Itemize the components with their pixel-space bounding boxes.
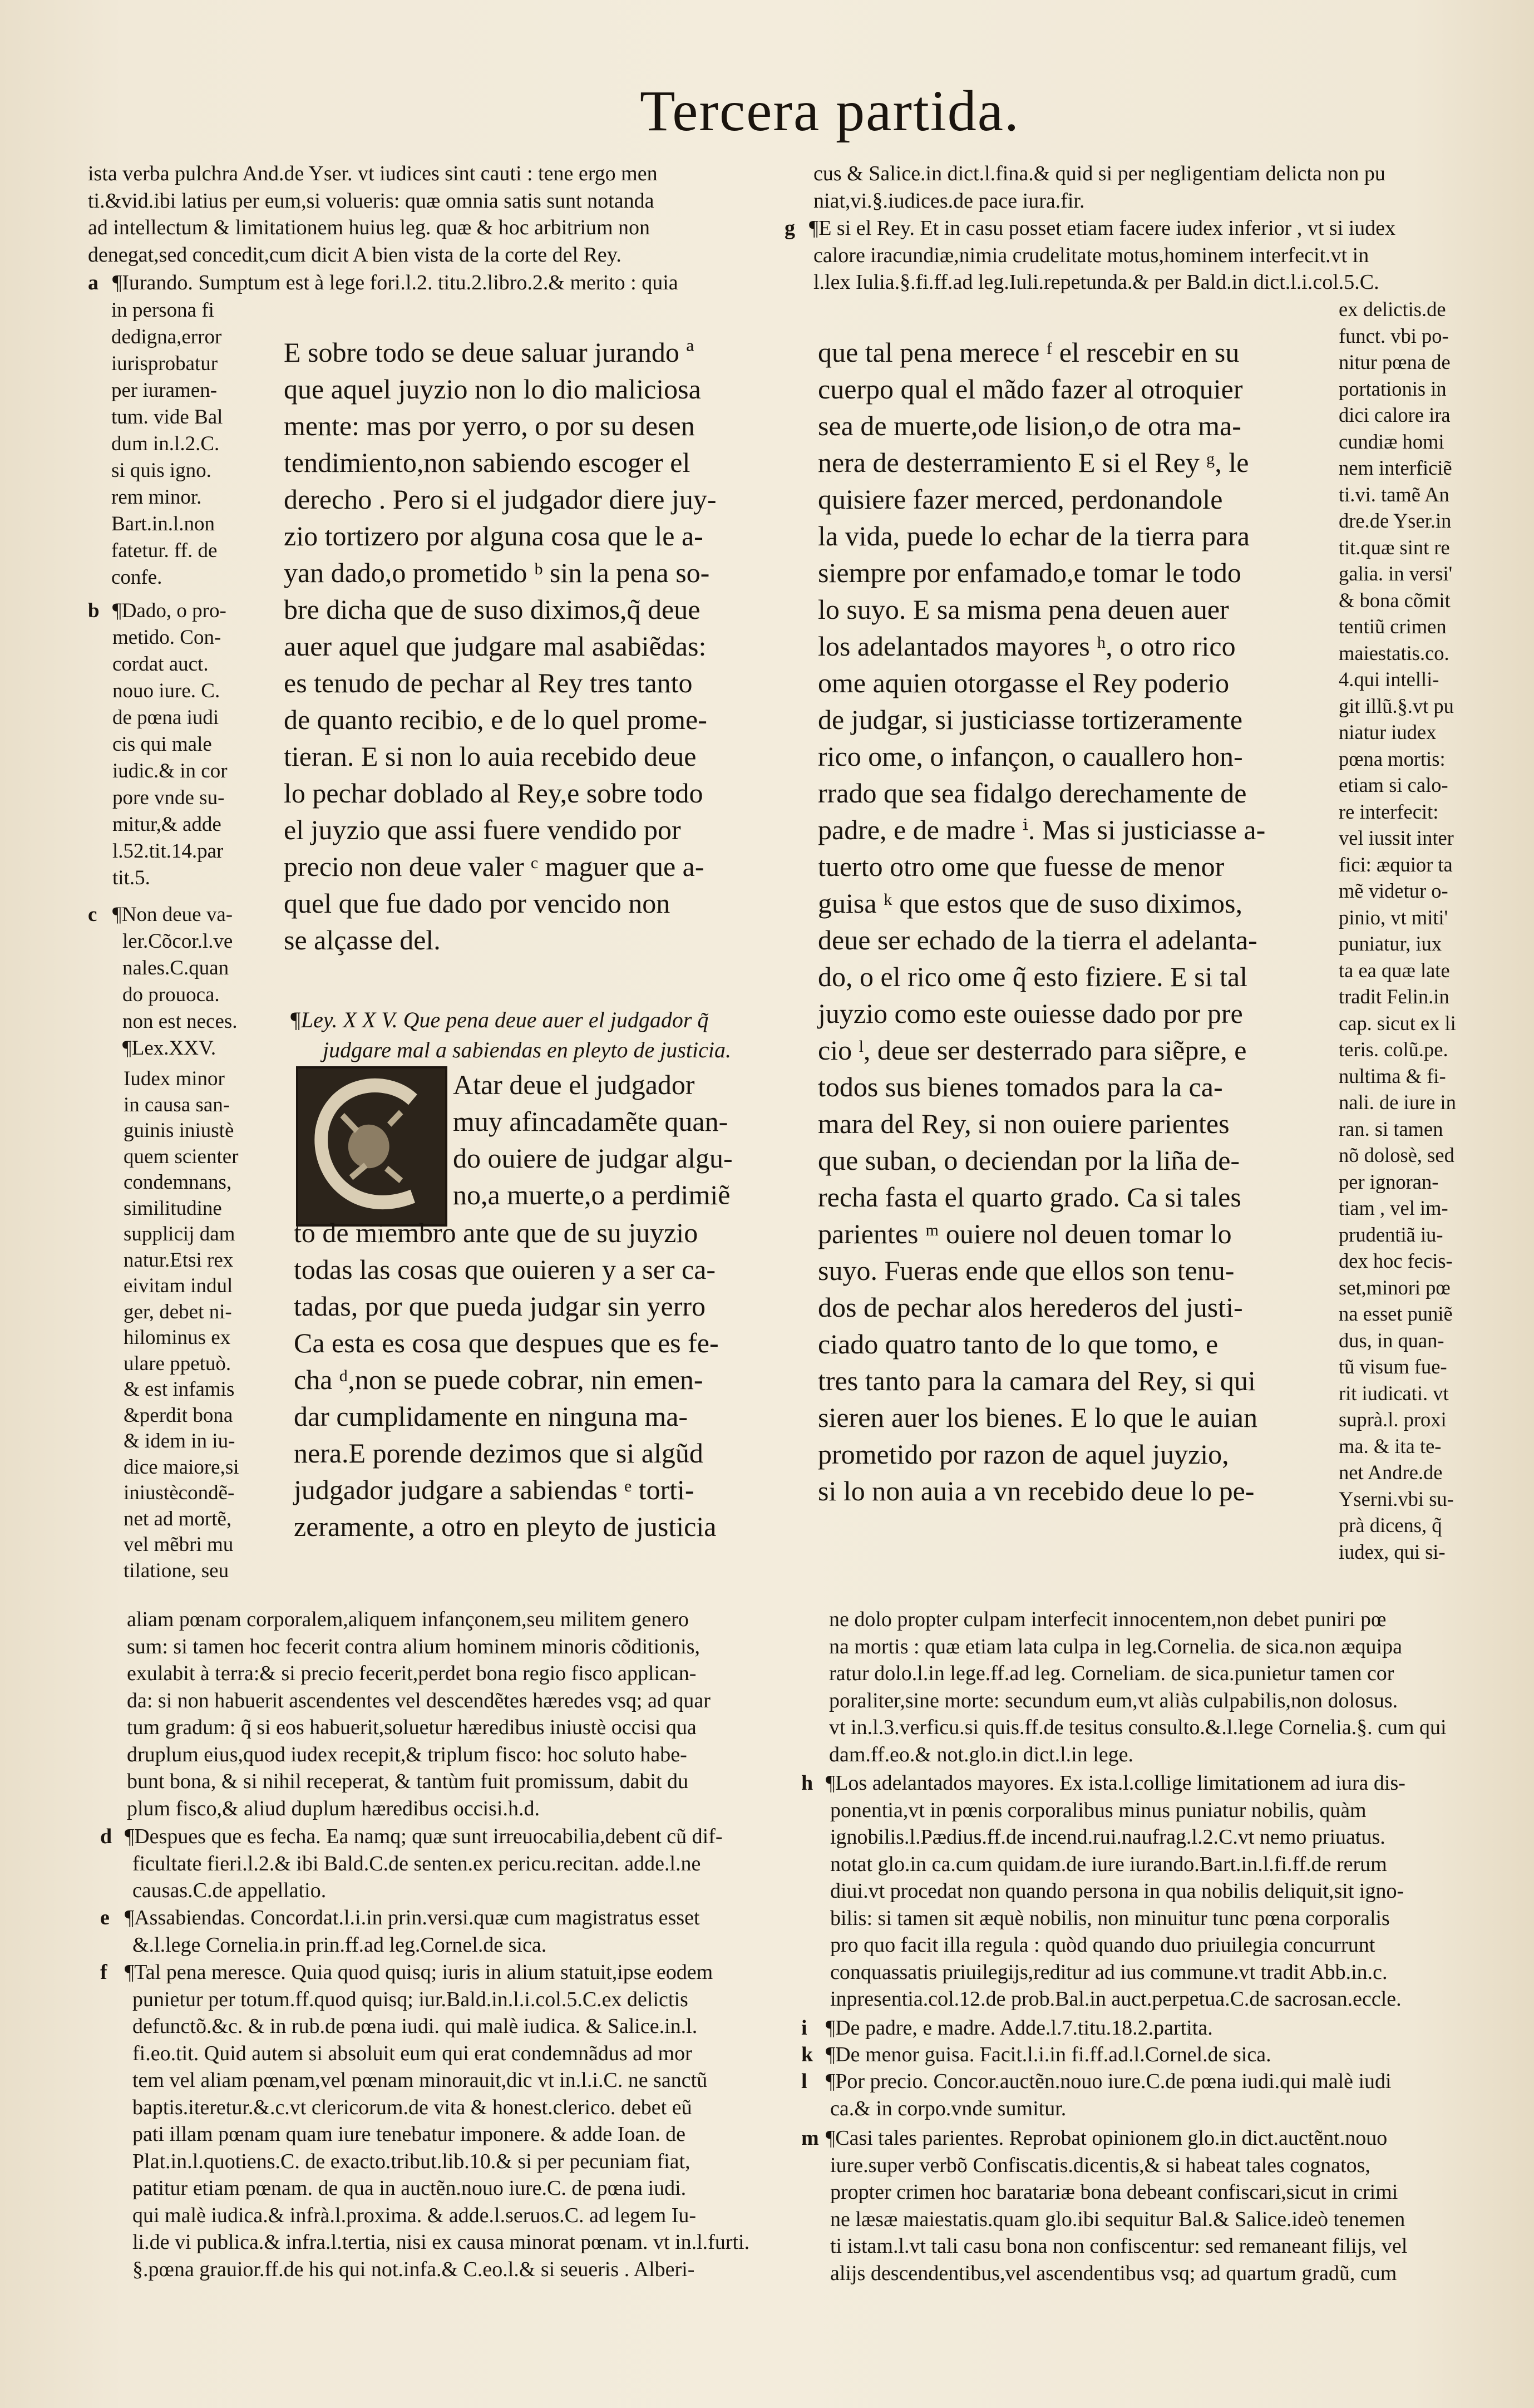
gloss-note-g	[785, 215, 1474, 296]
margin-line: dre.de Yser.in	[1339, 509, 1452, 532]
law-line: guisa ᵏ que estos que de suso diximos,	[818, 888, 1242, 919]
note-marker: f	[100, 1961, 107, 1984]
margin-line: pinio, vt miti'	[1339, 905, 1448, 929]
margin-line: niatur iudex	[1339, 721, 1437, 743]
law-text-right	[818, 334, 1319, 1509]
law-line: lo pechar doblado al Rey,e sobre todo	[284, 777, 703, 809]
gloss-line: i ¶De padre, e madre. Adde.l.7.titu.18.2.partita.	[801, 2015, 1486, 2042]
margin-line: hilominus ex	[124, 1326, 231, 1349]
gloss-line: sum: si tamen hoc fecerit contra alium hominem minoris cõditionis,	[127, 1634, 701, 1658]
law-line: zio tortizero por alguna cosa que le a-	[284, 520, 703, 551]
margin-line: Iudex minor	[124, 1067, 225, 1090]
margin-line: git illũ.§.vt pu	[1339, 694, 1454, 717]
margin-line: confe.	[111, 566, 162, 589]
law-line: ciado quatro tanto de lo que tomo, e	[818, 1328, 1219, 1360]
gloss-line: ne dolo propter culpam interfecit innocentem,non debet puniri pœ	[829, 1608, 1387, 1631]
margin-line: net Andre.de	[1339, 1461, 1443, 1484]
note-marker: e	[100, 1906, 110, 1929]
law-line: yan dado,o prometido ᵇ sin la pena so-	[284, 557, 710, 588]
law-line: mara del Rey, si non ouiere parientes	[818, 1108, 1230, 1139]
margin-line: cis qui male	[112, 733, 212, 756]
gloss-line: qui malè iudica.& infrà.l.proxima. & adde.l.seruos.C. ad legem Iu-	[132, 2203, 697, 2227]
margin-line: in causa san-	[124, 1093, 230, 1116]
gloss-note-l	[801, 2068, 1486, 2122]
note-marker: k	[801, 2043, 813, 2066]
law-text-left-2	[294, 1214, 783, 1545]
gloss-note-h	[801, 1770, 1486, 2013]
law-line: cio ˡ, deue ser desterrado para siẽpre, e	[818, 1035, 1247, 1066]
margin-line: pœna mortis:	[1339, 747, 1446, 770]
law-line: to de miembro ante que de su juyzio	[294, 1217, 698, 1248]
margin-left-b	[88, 598, 266, 892]
gloss-line: exulabit à terra:& si precio fecerit,perdet bona regio fisco applican-	[127, 1662, 697, 1685]
law-line: de quanto recibio, e de lo quel prome-	[284, 704, 707, 735]
law-line: nera de desterramiento E si el Rey ᵍ, le	[818, 447, 1249, 478]
margin-line: non est neces.	[122, 1010, 238, 1033]
gloss-note-e	[100, 1904, 783, 1958]
law-line: padre, e de madre ⁱ. Mas si justiciasse a-	[818, 814, 1266, 845]
note-marker: a	[88, 271, 98, 294]
gloss-line: inpresentia.col.12.de prob.Bal.in auct.perpetua.C.de sacrosan.eccle.	[830, 1987, 1402, 2011]
gloss-note-a	[88, 269, 778, 297]
margin-line: puniatur, iux	[1339, 932, 1442, 955]
law-line: que aquel juyzio non lo dio maliciosa	[284, 373, 701, 405]
law-line: tadas, por que pueda judgar sin yerro	[294, 1291, 706, 1322]
margin-line: dum in.l.2.C.	[111, 432, 220, 455]
margin-line: c ¶Non deue va-	[88, 902, 266, 928]
law-line: todos sus bienes tomados para la ca-	[818, 1071, 1223, 1102]
law-line: muy afincadamẽte quan-	[453, 1106, 728, 1137]
law-line: sea de muerte,ode lision,o de otra ma-	[818, 410, 1241, 441]
gloss-note-i	[801, 2015, 1486, 2042]
gloss-line: f ¶Tal pena meresce. Quia quod quisq; iuris in alium statuit,ipse eodem	[100, 1959, 783, 1986]
note-marker: l	[801, 2070, 807, 2093]
margin-line: b ¶Dado, o pro-	[88, 598, 266, 624]
gloss-line: cus & Salice.in dict.l.fina.& quid si per negligentiam delicta non pu	[813, 162, 1385, 185]
margin-line: re interfecit:	[1339, 800, 1439, 823]
gloss-line: propter crimen hoc baratariæ bona debeant confiscari,sicut in crimi	[830, 2180, 1398, 2204]
law-line: bre dicha que de suso diximos,q̃ deue	[284, 594, 701, 625]
margin-line: maiestatis.co.	[1339, 641, 1449, 664]
law-line: do, o el rico ome q̃ esto fiziere. E si tal	[818, 961, 1247, 992]
gloss-line: pro quo facit illa regula : quòd quando duo priuilegia concurrunt	[830, 1933, 1375, 1957]
law-line: nera.E porende dezimos que si algũd	[294, 1437, 703, 1469]
gloss-line: bilis: si tamen sit æquè nobilis, non minuitur tunc pœna corporalis	[830, 1906, 1390, 1930]
gloss-line: §.pœna grauior.ff.de his qui not.infa.& C.eo.l.& si seueris . Alberi-	[132, 2257, 695, 2281]
margin-line: nouo iure. C.	[112, 679, 220, 702]
note-marker: c	[88, 903, 97, 926]
gloss-line: l.lex Iulia.§.fi.ff.ad leg.Iuli.repetunda.& per Bald.in dict.l.i.col.5.C.	[813, 270, 1379, 294]
margin-line: tit.quæ sint re	[1339, 535, 1450, 559]
margin-left-a	[111, 297, 262, 591]
margin-line: & bona cõmit	[1339, 588, 1451, 612]
gloss-line: notat glo.in ca.cum quidam.de iure iurando.Bart.in.l.fi.ff.de rerum	[830, 1852, 1387, 1876]
law-line: tieran. E si non lo auia recebido deue	[284, 741, 697, 772]
margin-line: na esset puniẽ	[1339, 1302, 1453, 1325]
gloss-line: g ¶E si el Rey. Et in casu posset etiam facere iudex inferior , vt si iudex	[785, 215, 1474, 242]
margin-line: de pœna iudi	[112, 706, 219, 729]
law-line: de judgar, si justiciasse tortizeramente	[818, 704, 1243, 735]
margin-line: ma. & ita te-	[1339, 1434, 1442, 1457]
gloss-line: baptis.iteretur.&.c.vt clericorum.de vita & honest.clerico. debet eũ	[132, 2095, 692, 2119]
margin-line: quem scienter	[124, 1145, 239, 1168]
law-line: precio non deue valer ᶜ maguer que a-	[284, 851, 704, 882]
margin-line: iudex, qui si-	[1339, 1540, 1446, 1563]
gloss-line	[88, 269, 778, 297]
margin-line: Bart.in.l.non	[111, 513, 215, 535]
gloss-line: li.de vi publica.& infra.l.tertia, nisi ex causa minorat pœnam. vt in.l.furti.	[132, 2230, 750, 2254]
gloss-line: ponentia,vt in pœnis corporalibus minus puniatur nobilis, quàm	[830, 1798, 1367, 1822]
margin-line: cap. sicut ex li	[1339, 1011, 1456, 1035]
law-line: es tenudo de pechar al Rey tres tanto	[284, 667, 693, 698]
margin-line: cundiæ homi	[1339, 430, 1444, 453]
margin-line: prà dicens, q̃	[1339, 1514, 1442, 1537]
margin-line: prudentiã iu-	[1339, 1223, 1443, 1246]
law-line: rrado que sea fidalgo derechamente de	[818, 777, 1247, 809]
law-line: todas las cosas que ouieren y a ser ca-	[294, 1254, 716, 1285]
margin-line: tũ visum fue-	[1339, 1355, 1447, 1378]
law-line: parientes ᵐ ouiere nol deuen tomar lo	[818, 1218, 1232, 1249]
margin-line: & est infamis	[124, 1378, 235, 1401]
gloss-line: Plat.in.l.quotiens.C. de exacto.tribut.lib.10.& si per pecuniam fiat,	[132, 2149, 690, 2173]
margin-line: iniustècondẽ-	[124, 1481, 235, 1504]
note-marker: m	[801, 2126, 819, 2150]
margin-line: pore vnde su-	[112, 786, 225, 809]
margin-line: iurisprobatur	[111, 352, 218, 375]
margin-line: in persona fi	[111, 299, 214, 322]
ornament-icon	[298, 1068, 445, 1224]
gloss-line: diui.vt procedat non quando persona in qua nobilis deliquit,sit igno-	[830, 1879, 1404, 1903]
law-line: juyzio como este ouiesse dado por pre	[818, 998, 1243, 1029]
law-line: auer aquel que judgare mal asabiẽdas:	[284, 631, 707, 662]
margin-line: etiam si calo-	[1339, 774, 1448, 796]
gloss-line: dam.ff.eo.& not.glo.in dict.l.in lege.	[829, 1742, 1134, 1766]
margin-line: tentiũ crimen	[1339, 615, 1447, 638]
margin-line: dici calore ira	[1339, 403, 1451, 426]
margin-line: ¶Lex.XXV.	[122, 1037, 216, 1060]
margin-line: metido. Con-	[112, 626, 221, 649]
law-line: quel que fue dado por vencido non	[284, 888, 670, 919]
margin-line: dice maiore,si	[124, 1455, 239, 1479]
margin-line: rem minor.	[111, 486, 202, 509]
law-line: la vida, puede lo echar de la tierra para	[818, 520, 1250, 551]
law-line: dar cumplidamente en ninguna ma-	[294, 1401, 688, 1432]
gloss-bottom-left	[127, 1606, 783, 1822]
gloss-note-k	[801, 2041, 1486, 2069]
margin-line: mẽ videtur o-	[1339, 879, 1448, 902]
law-line: deue ser echado de la tierra el adelanta-	[818, 924, 1257, 956]
margin-line: ta ea quæ late	[1339, 958, 1450, 982]
margin-line: ler.Cõcor.l.ve	[122, 930, 233, 953]
law-line: dos de pechar alos herederos del justi-	[818, 1292, 1243, 1323]
margin-line: ulare ppetuò.	[124, 1352, 231, 1375]
margin-line: dedigna,error	[111, 326, 222, 348]
gloss-line: patitur etiam pœnam. de qua in auctẽn.nouo iure.C. de pœna iudi.	[132, 2176, 687, 2200]
law-line: zeramente, a otro en pleyto de justicia	[294, 1511, 717, 1542]
gloss-line: defunctõ.&c. & in rub.de pœna iudi. qui malè iudica. & Salice.in.l.	[132, 2015, 698, 2038]
margin-line: set,minori pœ	[1339, 1276, 1451, 1299]
margin-left-c	[88, 902, 266, 1062]
margin-line: vel mẽbri mu	[124, 1533, 234, 1556]
law-line: no,a muerte,o a perdimiẽ	[453, 1179, 731, 1210]
gloss-line: iure.super verbõ Confiscatis.dicentis,& si habeat tales cognatos,	[830, 2153, 1370, 2177]
law-text-left	[284, 334, 773, 958]
gloss-line: na mortis : quæ etiam lata culpa in leg.Cornelia. de sica.non æquipa	[829, 1634, 1402, 1658]
margin-line: tilatione, seu	[124, 1559, 229, 1582]
gloss-line: ista verba pulchra And.de Yser. vt iudices sint cauti : tene ergo men	[88, 162, 658, 185]
margin-line: net ad mortẽ,	[124, 1507, 232, 1530]
decorated-initial-c	[296, 1066, 447, 1227]
margin-line: dus, in quan-	[1339, 1328, 1444, 1352]
gloss-text: ¶Iurando. Sumptum est à lege fori.l.2. titu.2.libro.2.& merito : quia	[112, 271, 678, 294]
law-line: cha ᵈ,non se puede cobrar, nin emen-	[294, 1364, 703, 1395]
note-marker: i	[801, 2016, 807, 2040]
margin-line: iudic.& in cor	[112, 760, 228, 782]
margin-line: do prouoca.	[122, 983, 220, 1006]
gloss-line: ca.& in corpo.vnde sumitur.	[830, 2096, 1067, 2120]
gloss-note-m	[801, 2125, 1486, 2287]
law-line: tuerto otro ome que fuesse de menor	[818, 851, 1225, 882]
margin-line: natur.Etsi rex	[124, 1248, 234, 1272]
law-line: siempre por enfamado,e tomar le todo	[818, 557, 1241, 588]
gloss-line: ti.&vid.ibi latius per eum,si volueris: quæ omnia satis sunt notanda	[88, 189, 654, 213]
gloss-line: alijs descendentibus,vel ascendentibus vsq; ad quartum gradũ, cum	[830, 2261, 1397, 2285]
gloss-line: e ¶Assabiendas. Concordat.l.i.in prin.versi.quæ cum magistratus esset	[100, 1904, 783, 1932]
gloss-line: d ¶Despues que es fecha. Ea namq; quæ sunt irreuocabilia,debent cũ dif-	[100, 1823, 783, 1850]
gloss-line: aliam pœnam corporalem,aliquem infançonem,seu militem genero	[127, 1608, 689, 1631]
margin-line: nõ dolosè, sed	[1339, 1144, 1454, 1166]
law-line: do ouiere de judgar algu-	[453, 1143, 733, 1174]
gloss-line: druplum eius,quod iudex recepit,& triplum fisco: hoc soluto habe-	[127, 1742, 687, 1766]
margin-line: si quis igno.	[111, 459, 211, 482]
margin-line: guinis iniustè	[124, 1119, 234, 1142]
gloss-line: pati illam pœnam quam iure tenebatur imponere. & adde Ioan. de	[132, 2123, 685, 2146]
law-line: E sobre todo se deue saluar jurando ª	[284, 337, 694, 368]
law-line: recha fasta el quarto grado. Ca si tales	[818, 1181, 1241, 1213]
gloss-line: tum gradum: q̃ si eos habuerit,soluetur hæredibus iniustè occisi qua	[127, 1716, 697, 1739]
gloss-line: ratur dolo.l.in lege.ff.ad leg. Corneliam. de sica.punietur tamen cor	[829, 1662, 1394, 1685]
gloss-line: l ¶Por precio. Concor.auctẽn.nouo iure.C.de pœna iudi.qui malè iudi	[801, 2068, 1486, 2095]
margin-line: teris. colũ.pe.	[1339, 1038, 1448, 1061]
law-line: los adelantados mayores ʰ, o otro rico	[818, 631, 1236, 662]
gloss-top-left	[88, 160, 778, 268]
law-line: prometido por razon de aquel juyzio,	[818, 1439, 1229, 1470]
margin-line: Yserni.vbi su-	[1339, 1487, 1454, 1510]
margin-line: suprà.l. proxi	[1339, 1408, 1447, 1431]
margin-line: portationis in	[1339, 377, 1447, 400]
gloss-line: plum fisco,& aliud duplum hæredibus occisi.h.d.	[127, 1796, 540, 1820]
gloss-line: ti istam.l.vt tali casu bona non confiscentur: sed remaneant filijs, vel	[830, 2234, 1408, 2258]
margin-left-lex	[124, 1066, 274, 1584]
gloss-line: ficultate fieri.l.2.& ibi Bald.C.de senten.ex pericu.recitan. adde.l.ne	[132, 1851, 701, 1875]
margin-line: similitudine	[124, 1196, 222, 1220]
law-line: suyo. Fueras ende que ellos son tenu-	[818, 1255, 1235, 1286]
margin-line: ti.vi. tamẽ An	[1339, 482, 1449, 506]
margin-line: nali. de iure in	[1339, 1091, 1456, 1114]
note-marker: h	[801, 1771, 813, 1795]
gloss-line: ad intellectum & limitationem huius leg. quæ & hoc arbitrium non	[88, 216, 650, 239]
gloss-line: bunt bona, & si nihil receperat, & tantùm fuit promissum, dabit du	[127, 1770, 688, 1793]
law-line: derecho . Pero si el judgador diere juy-	[284, 484, 717, 515]
gloss-line: denegat,sed concedit,cum dicit A bien vista de la corte del Rey.	[88, 243, 622, 267]
law-line: mente: mas por yerro, o por su desen	[284, 410, 695, 441]
margin-line: ger, debet ni-	[124, 1300, 232, 1323]
margin-line: fici: æquior ta	[1339, 853, 1453, 876]
gloss-line: k ¶De menor guisa. Facit.l.i.in fi.ff.ad.l.Cornel.de sica.	[801, 2041, 1486, 2069]
gloss-line: &.l.lege Cornelia.in prin.ff.ad leg.Cornel.de sica.	[132, 1933, 547, 1957]
margin-line: per ignoran-	[1339, 1170, 1439, 1193]
margin-line: & idem in iu-	[124, 1430, 235, 1452]
margin-line: mitur,& adde	[112, 813, 221, 836]
note-marker: g	[785, 216, 795, 240]
law-line: que suban, o deciendan por la liña de-	[818, 1145, 1240, 1176]
margin-line: tum. vide Bal	[111, 406, 223, 429]
law-line: Ca esta es cosa que despues que es fe-	[294, 1327, 719, 1358]
initial-text	[453, 1066, 733, 1213]
margin-line: ex delictis.de	[1339, 298, 1446, 321]
margin-line: nultima & fi-	[1339, 1064, 1446, 1087]
law-line: ome aquien otorgasse el Rey poderio	[818, 667, 1230, 698]
gloss-top-right	[813, 160, 1476, 214]
gloss-line: conquassatis priuilegijs,reditur ad ius commune.vt tradit Abb.in.c.	[830, 1960, 1388, 1984]
margin-line: eivitam indul	[124, 1274, 233, 1297]
margin-line: nem interficiẽ	[1339, 456, 1452, 479]
gloss-line: ne læsæ maiestatis.quam glo.ibi sequitur Bal.& Salice.ideò tenemen	[830, 2207, 1405, 2231]
gloss-line: calore iracundiæ,nimia crudelitate motus,hominem interfecit.vt in	[813, 243, 1369, 267]
margin-line: vel iussit inter	[1339, 826, 1454, 849]
margin-line: supplicij dam	[124, 1223, 235, 1245]
page-title: Tercera partida.	[640, 79, 1020, 143]
margin-line: nales.C.quan	[122, 957, 229, 979]
margin-line: condemnans,	[124, 1171, 232, 1194]
law-line: si lo non auia a vn recebido deue lo pe-	[818, 1475, 1255, 1506]
law-line: Atar deue el judgador	[453, 1069, 695, 1100]
margin-line: nitur pœna de	[1339, 351, 1451, 373]
ley-heading	[289, 1005, 779, 1065]
law-line: el juyzio que assi fuere vendido por	[284, 814, 681, 845]
law-line: tendimiento,non sabiendo escoger el	[284, 447, 690, 478]
margin-line: galia. in versi'	[1339, 562, 1453, 585]
gloss-line: causas.C.de appellatio.	[132, 1879, 327, 1902]
gloss-line: tem vel aliam pœnam,vel pœnam minorauit,dic vt in.l.i.C. ne sanctũ	[132, 2069, 708, 2092]
note-marker: b	[88, 599, 100, 622]
margin-line: cordat auct.	[112, 653, 209, 676]
margin-line: tiam , vel im-	[1339, 1196, 1448, 1219]
margin-line: tradit Felin.in	[1339, 985, 1449, 1008]
law-line: rico ome, o infançon, o cauallero hon-	[818, 741, 1243, 772]
gloss-bottom-right	[829, 1606, 1486, 1768]
law-line: judgador judgare a sabiendas ᵉ torti-	[294, 1474, 694, 1505]
margin-line: per iuramen-	[111, 379, 218, 402]
margin-line: &perdit bona	[124, 1404, 233, 1427]
gloss-line: poraliter,sine morte: secundum eum,vt aliàs culpabilis,non dolosus.	[829, 1688, 1398, 1712]
gloss-line: fi.eo.tit. Quid autem si absoluit eum qui erat condemnãdus ad mor	[132, 2041, 692, 2065]
law-line: que tal pena merece ᶠ el rescebir en su	[818, 337, 1240, 368]
gloss-line: h ¶Los adelantados mayores. Ex ista.l.collige limitationem ad iura dis-	[801, 1770, 1486, 1797]
margin-line: ran. si tamen	[1339, 1117, 1443, 1140]
margin-line: 4.qui intelli-	[1339, 668, 1439, 691]
margin-line: funct. vbi po-	[1339, 324, 1449, 347]
margin-line: tit.5.	[112, 866, 150, 889]
gloss-line: ignobilis.l.Pædius.ff.de incend.rui.naufrag.l.2.C.vt nemo priuatus.	[830, 1825, 1385, 1849]
margin-line: dex hoc fecis-	[1339, 1249, 1453, 1272]
law-line: cuerpo qual el mãdo fazer al otroquier	[818, 373, 1243, 405]
law-line: lo suyo. E sa misma pena deuen auer	[818, 594, 1229, 625]
gloss-line: vt in.l.3.verficu.si quis.ff.de tesitus consulto.&.l.lege Cornelia.§. cum qui	[829, 1716, 1447, 1739]
note-marker: d	[100, 1825, 112, 1848]
gloss-line: da: si non habuerit ascendentes vel descendẽtes hæredes vsq; ad quar	[127, 1688, 711, 1712]
gloss-line: m ¶Casi tales parientes. Reprobat opinionem glo.in dict.auctẽnt.nouo	[801, 2125, 1486, 2152]
law-line: tres tanto para la camara del Rey, si qui	[818, 1365, 1256, 1396]
heading-line: judgare mal a sabiendas en pleyto de justicia.	[323, 1037, 731, 1062]
gloss-line: punietur per totum.ff.quod quisq; iur.Bald.in.l.i.col.5.C.ex delictis	[132, 1987, 688, 2011]
gloss-note-d	[100, 1823, 783, 1904]
margin-right	[1339, 296, 1506, 1565]
law-line: quisiere fazer merced, perdonandole	[818, 484, 1223, 515]
gloss-line: niat,vi.§.iudices.de pace iura.fir.	[813, 189, 1085, 213]
law-line: sieren auer los bienes. E lo que le auian	[818, 1402, 1257, 1433]
margin-line: fatetur. ff. de	[111, 539, 218, 562]
heading-line: ¶Ley. X X V. Que pena deue auer el judgador q̃	[289, 1007, 709, 1032]
law-line: se alçasse del.	[284, 924, 441, 956]
margin-line: l.52.tit.14.par	[112, 840, 224, 863]
margin-line: rit iudicati. vt	[1339, 1381, 1449, 1405]
gloss-note-f	[100, 1959, 783, 2283]
